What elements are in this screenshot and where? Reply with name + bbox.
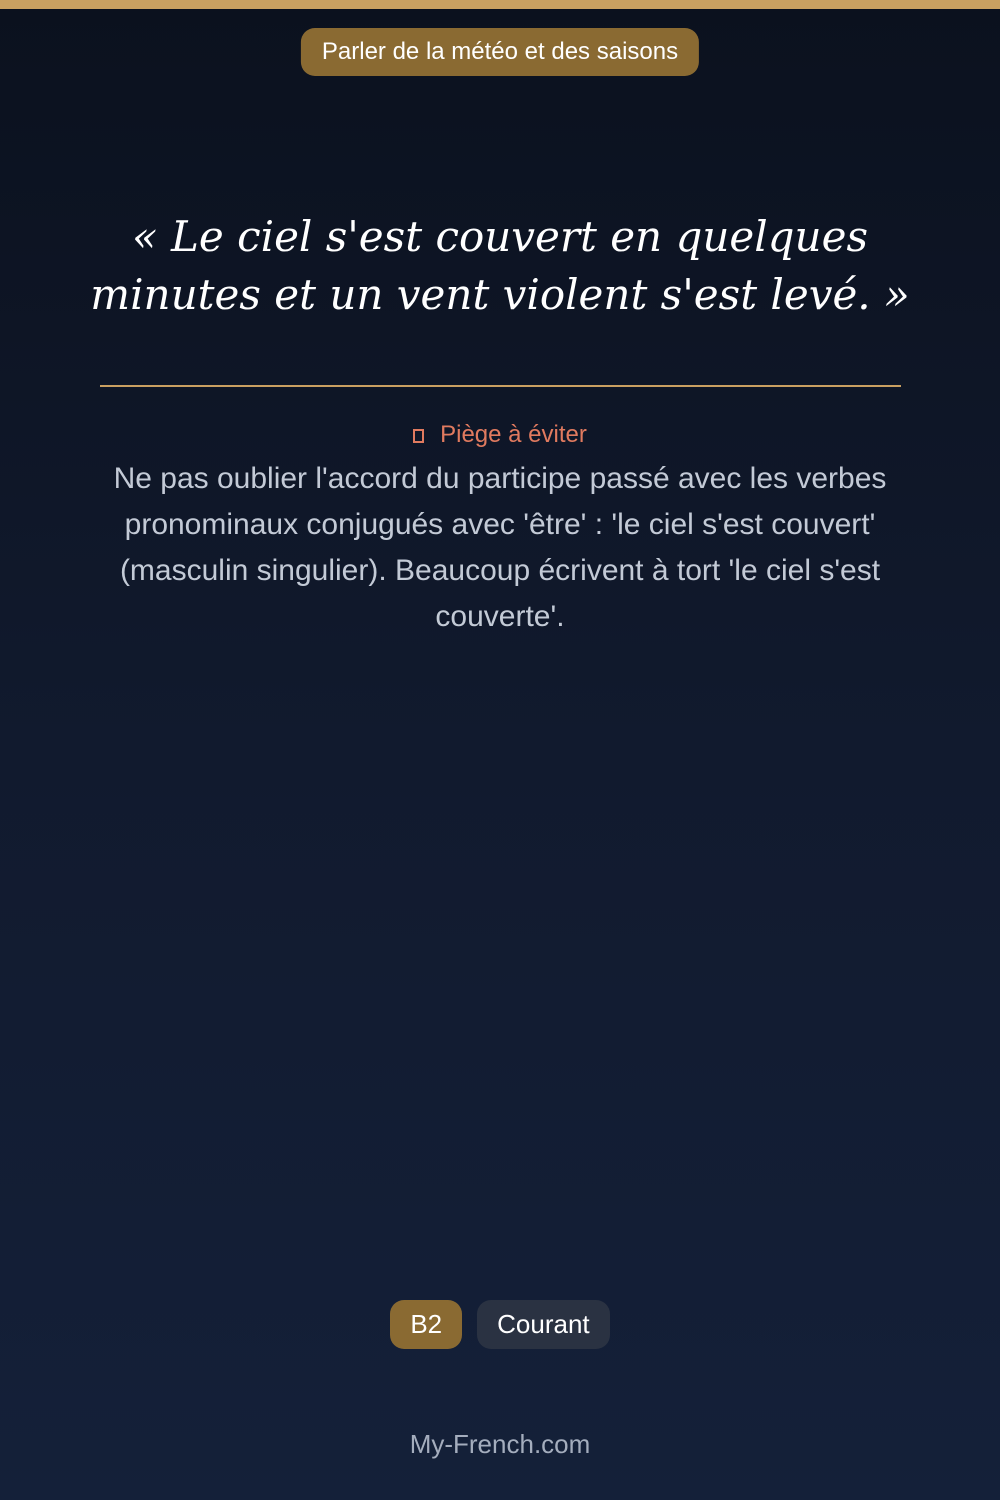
topic-pill: Parler de la météo et des saisons bbox=[301, 28, 699, 76]
pitfall-title: Piège à éviter bbox=[440, 421, 587, 448]
pitfall-text: Ne pas oublier l'accord du participe passé avec les verbes pronominaux conjugués avec 'être' : 'le ciel s'est couvert' (masculin singulier). Beaucoup écrivent à tort 'le ciel s'est couverte'. bbox=[113, 462, 887, 633]
level-badge: B2 bbox=[390, 1300, 462, 1349]
badges bbox=[0, 1300, 1000, 1349]
top-accent-bar bbox=[0, 0, 1000, 9]
example-quote: « Le ciel s'est couvert en quelques minutes et un vent violent s'est levé. » bbox=[90, 212, 910, 319]
divider bbox=[100, 385, 901, 387]
pitfall-heading bbox=[0, 420, 1000, 450]
footer-brand: My-French.com bbox=[409, 1429, 591, 1459]
warning-icon bbox=[413, 429, 424, 443]
register-badge: Courant bbox=[477, 1300, 610, 1349]
